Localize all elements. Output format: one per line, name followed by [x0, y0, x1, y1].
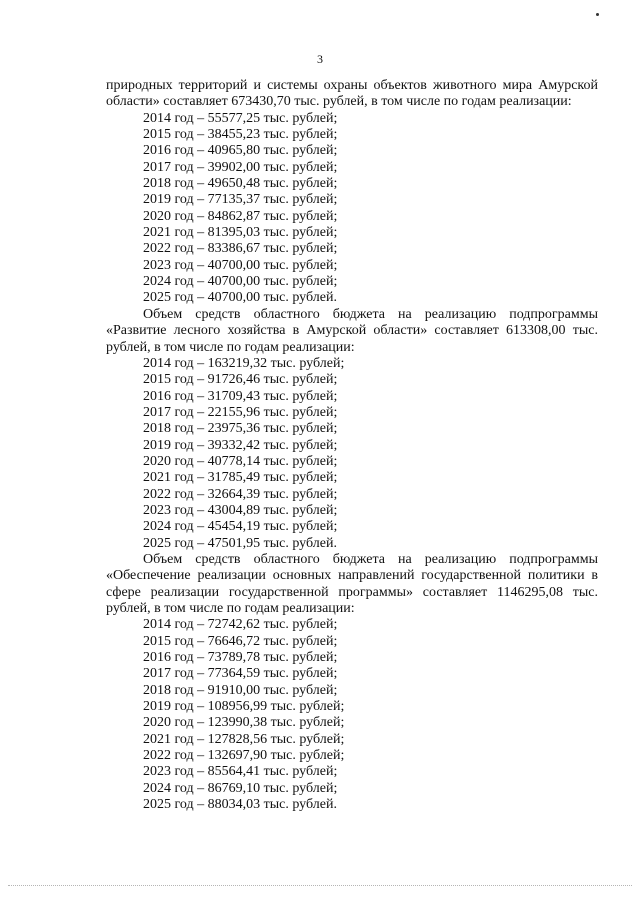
year-amount-line: 2015 год – 91726,46 тыс. рублей; — [143, 372, 338, 388]
year-amount-line: 2017 год – 39902,00 тыс. рублей; — [143, 159, 338, 175]
year-amount-line: 2018 год – 49650,48 тыс. рублей; — [143, 176, 338, 192]
document-body — [106, 78, 598, 813]
year-amount-line: 2019 год – 39332,42 тыс. рублей; — [143, 437, 338, 453]
year-amount-line: 2023 год – 85564,41 тыс. рублей; — [143, 764, 338, 780]
year-amount-line: 2024 год – 45454,19 тыс. рублей; — [143, 519, 338, 535]
year-amount-line: 2021 год – 81395,03 тыс. рублей; — [143, 225, 338, 241]
year-amount-line: 2016 год – 31709,43 тыс. рублей; — [143, 388, 338, 404]
paragraph-line: «Обеспечение реализации основных направлений государственной политики в — [106, 568, 598, 584]
year-amount-line: 2022 год – 132697,90 тыс. рублей; — [143, 748, 345, 764]
year-amount-line: 2014 год – 55577,25 тыс. рублей; — [143, 110, 338, 126]
year-amount-line: 2025 год – 88034,03 тыс. рублей. — [143, 797, 337, 813]
year-amount-line: 2014 год – 163219,32 тыс. рублей; — [143, 355, 345, 371]
paragraph-line: рублей, в том числе по годам реализации: — [106, 339, 355, 355]
year-amount-line: 2019 год – 108956,99 тыс. рублей; — [143, 699, 345, 715]
year-amount-line: 2023 год – 43004,89 тыс. рублей; — [143, 502, 338, 518]
year-amount-line: 2018 год – 91910,00 тыс. рублей; — [143, 682, 338, 698]
year-amount-line: 2025 год – 47501,95 тыс. рублей. — [143, 535, 337, 551]
year-amount-line: 2021 год – 31785,49 тыс. рублей; — [143, 470, 338, 486]
paragraph-line: «Развитие лесного хозяйства в Амурской области» составляет 613308,00 тыс. — [106, 323, 598, 339]
year-amount-line: 2015 год – 38455,23 тыс. рублей; — [143, 127, 338, 143]
paragraph-line: Объем средств областного бюджета на реализацию подпрограммы — [143, 306, 598, 322]
year-amount-line: 2016 год – 73789,78 тыс. рублей; — [143, 650, 338, 666]
year-amount-line: 2017 год – 77364,59 тыс. рублей; — [143, 666, 338, 682]
year-amount-line: 2020 год – 84862,87 тыс. рублей; — [143, 208, 338, 224]
paragraph-line: Объем средств областного бюджета на реализацию подпрограммы — [143, 551, 598, 567]
year-amount-line: 2021 год – 127828,56 тыс. рублей; — [143, 731, 345, 747]
year-amount-line: 2024 год – 86769,10 тыс. рублей; — [143, 780, 338, 796]
year-amount-line: 2015 год – 76646,72 тыс. рублей; — [143, 633, 338, 649]
year-amount-line: 2020 год – 40778,14 тыс. рублей; — [143, 453, 338, 469]
scan-mark — [596, 13, 599, 16]
year-amount-line: 2024 год – 40700,00 тыс. рублей; — [143, 274, 338, 290]
paragraph-line: сфере реализации государственной программы» составляет 1146295,08 тыс. — [106, 584, 598, 600]
year-amount-line: 2019 год – 77135,37 тыс. рублей; — [143, 192, 338, 208]
year-amount-line: 2025 год – 40700,00 тыс. рублей. — [143, 290, 337, 306]
year-amount-line: 2020 год – 123990,38 тыс. рублей; — [143, 715, 345, 731]
paragraph-line: рублей, в том числе по годам реализации: — [106, 601, 355, 616]
scan-bottom-edge — [8, 885, 632, 886]
year-amount-line: 2022 год – 32664,39 тыс. рублей; — [143, 486, 338, 502]
year-amount-line: 2016 год – 40965,80 тыс. рублей; — [143, 143, 338, 159]
year-amount-line: 2017 год – 22155,96 тыс. рублей; — [143, 404, 338, 420]
paragraph-line: природных территорий и системы охраны объектов животного мира Амурской — [106, 78, 598, 93]
paragraph-line: области» составляет 673430,70 тыс. рублей, в том числе по годам реализации: — [106, 94, 572, 110]
year-amount-line: 2018 год – 23975,36 тыс. рублей; — [143, 421, 338, 437]
year-amount-line: 2022 год – 83386,67 тыс. рублей; — [143, 241, 338, 257]
page-number: 3 — [317, 52, 323, 66]
year-amount-line: 2014 год – 72742,62 тыс. рублей; — [143, 617, 338, 633]
year-amount-line: 2023 год – 40700,00 тыс. рублей; — [143, 257, 338, 273]
